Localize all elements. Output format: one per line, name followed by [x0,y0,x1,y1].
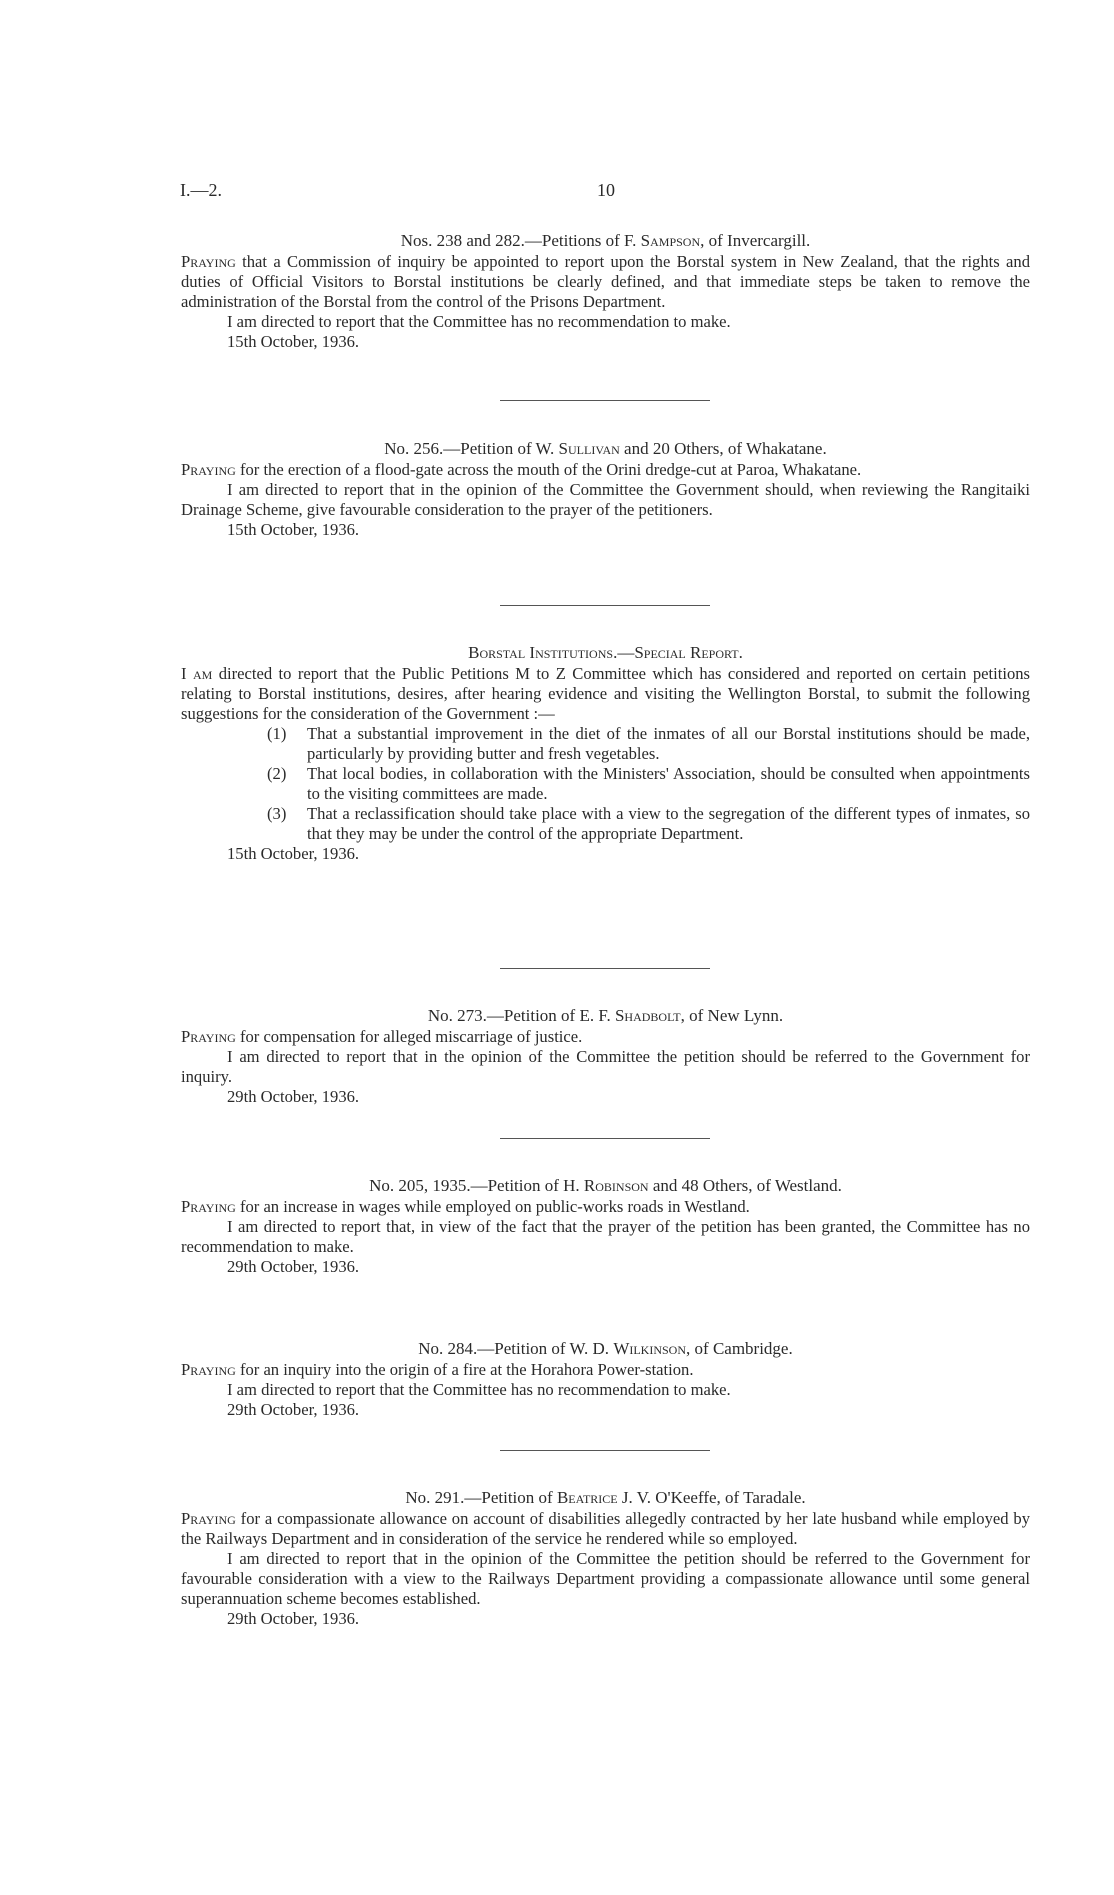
petition-205 [181,1175,1030,1277]
suggestions-list [181,724,1030,844]
petition-256 [181,438,1030,540]
report-date: 29th October, 1936. [227,1609,360,1628]
prayer-text: Praying that a Commission of inquiry be appointed to report upon the Borstal system in New Zealand, that the rights and duties of Official Visitors to Borstal institutions be clearly defined, and that immediate steps be taken to remove the administration of the Borstal from the control of the Prisons Department. [181,252,1030,311]
report-date: 29th October, 1936. [227,1400,360,1419]
prayer-text: Praying for a compassionate allowance on account of disabilities allegedly contracted by her late husband while employed by the Railways Department and in consideration of the service he rendered while so employed. [181,1509,1030,1548]
committee-report: I am directed to report that, in view of the fact that the prayer of the petition has been granted, the Committee has no recommendation to make. [181,1217,1030,1256]
special-report-intro: I am directed to report that the Public Petitions M to Z Committee which has considered and reported on certain petitions relating to Borstal institutions, desires, after hearing evidence and visiting the Wellington Borstal, to submit the following suggestions for the consideration of the Government :— [181,664,1030,723]
committee-report: I am directed to report that the Committee has no recommendation to make. [227,312,731,331]
section-divider [500,605,710,606]
report-date: 29th October, 1936. [227,1087,360,1106]
petition-title: No. 205, 1935.—Petition of H. Robinson and 48 Others, of Westland. [369,1176,842,1195]
petition-291 [181,1487,1030,1629]
petition-title: No. 291.—Petition of Beatrice J. V. O'Keeffe, of Taradale. [405,1488,806,1507]
committee-report: I am directed to report that the Committee has no recommendation to make. [227,1380,731,1399]
petition-273 [181,1005,1030,1107]
prayer-text: Praying for the erection of a flood-gate across the mouth of the Orini dredge-cut at Paroa, Whakatane. [181,460,862,479]
prayer-text: Praying for an inquiry into the origin of a fire at the Horahora Power-station. [181,1360,694,1379]
suggestion-item: (1) That a substantial improvement in the diet of the inmates of all our Borstal institutions should be made, particularly by providing butter and fresh vegetables. [267,724,1030,763]
petition-title: No. 273.—Petition of E. F. Shadbolt, of New Lynn. [427,1006,784,1025]
suggestion-item: (3) That a reclassification should take place with a view to the segregation of the different types of inmates, so that they may be under the control of the appropriate Department. [267,804,1030,843]
committee-report: I am directed to report that in the opinion of the Committee the Government should, when reviewing the Rangitaiki Drainage Scheme, give favourable consideration to the prayer of the petitioners. [181,480,1030,519]
petition-title: No. 284.—Petition of W. D. Wilkinson, of Cambridge. [418,1339,793,1358]
section-divider [500,1138,710,1139]
borstal-special-report [181,642,1030,864]
report-date: 15th October, 1936. [227,844,360,863]
suggestion-item: (2) That local bodies, in collaboration with the Ministers' Association, should be consulted when appointments to the visiting committees are made. [267,764,1030,803]
petition-title: Nos. 238 and 282.—Petitions of F. Sampson, of Invercargill. [400,231,811,250]
report-date: 15th October, 1936. [227,332,360,351]
petition-title: No. 256.—Petition of W. Sullivan and 20 Others, of Whakatane. [384,439,827,458]
report-date: 15th October, 1936. [227,520,360,539]
paper-reference: I.—2. [180,180,222,200]
page-number: 10 [597,180,615,200]
prayer-text: Praying for an increase in wages while employed on public-works roads in Westland. [181,1197,750,1216]
committee-report: I am directed to report that in the opinion of the Committee the petition should be referred to the Government for favourable consideration with a view to the Railways Department providing a compassionate allowance until some general superannuation scheme becomes established. [181,1549,1030,1608]
petition-238-282 [181,230,1030,352]
report-date: 29th October, 1936. [227,1257,360,1276]
section-divider [500,968,710,969]
section-divider [500,1450,710,1451]
prayer-text: Praying for compensation for alleged miscarriage of justice. [181,1027,583,1046]
petition-284 [181,1338,1030,1420]
committee-report: I am directed to report that in the opinion of the Committee the petition should be referred to the Government for inquiry. [181,1047,1030,1086]
special-report-title: Borstal Institutions.—Special Report. [468,643,743,662]
section-divider [500,400,710,401]
